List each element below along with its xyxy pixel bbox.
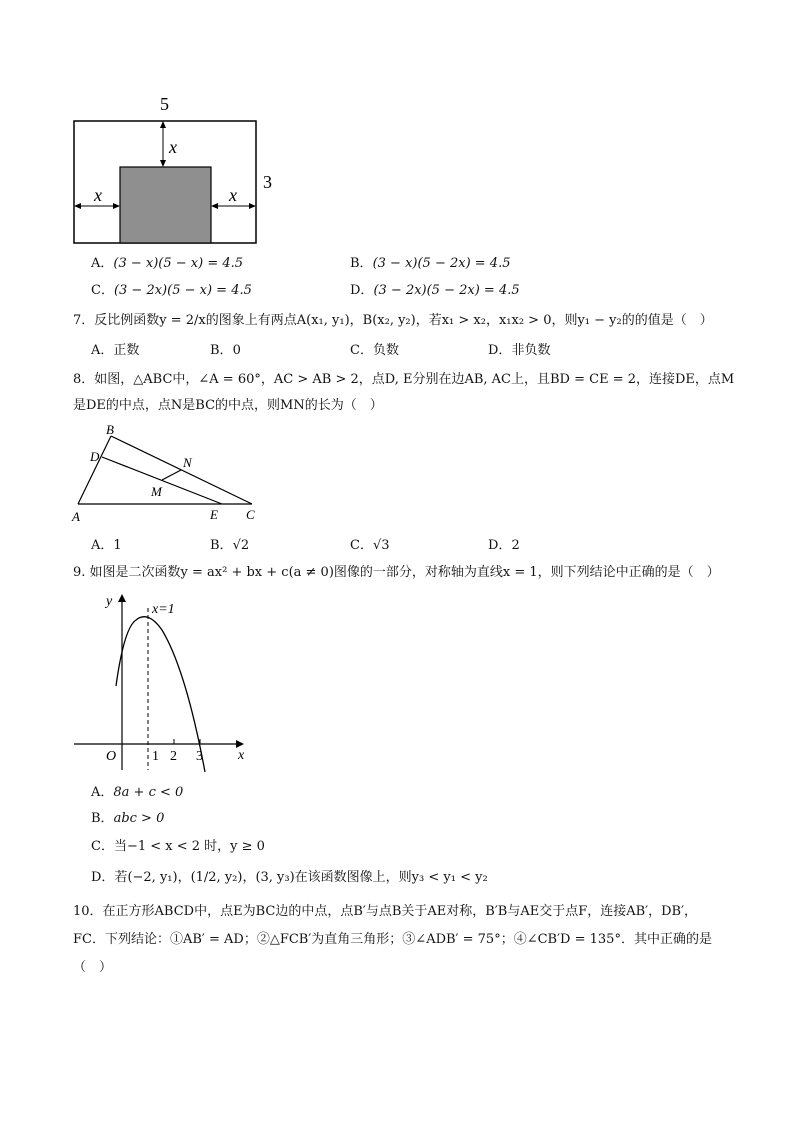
option-label: B．	[350, 256, 373, 271]
option-label: A．	[91, 343, 114, 358]
q7-option-a[interactable]	[91, 343, 139, 359]
option-label: C．	[350, 343, 373, 358]
option-label: C．	[350, 538, 373, 553]
q10-stem-line3: （ ）	[73, 960, 113, 975]
option-text: (3 − x)(5 − x) = 4.5	[113, 256, 244, 271]
option-label: A．	[91, 256, 114, 271]
label-x-right: x	[229, 185, 237, 205]
point-N: N	[183, 455, 192, 470]
q7-stem: 7．反比例函数y = 2/x的图象上有两点A(x₁, y₁)，B(x₂, y₂)，若x₁ > x₂，x₁x₂ > 0，则y₁ − y₂的的值是（ ）	[73, 313, 713, 328]
option-text: (3 − x)(5 − 2x) = 4.5	[372, 256, 511, 271]
parabola-figure	[66, 588, 256, 778]
option-text: 非负数	[511, 343, 551, 358]
q9-stem: 9. 如图是二次函数y = ax² + bx + c(a ≠ 0)图像的一部分，对称轴为直线x = 1，则下列结论中正确的是（ ）	[73, 565, 720, 580]
q7-option-b[interactable]	[210, 343, 241, 359]
inner-shaded-rectangle	[120, 167, 211, 243]
q6-option-c[interactable]	[91, 283, 252, 299]
rectangle-figure	[60, 90, 290, 250]
option-label: B．	[210, 343, 233, 358]
option-text: abc > 0	[113, 811, 165, 826]
option-text: 8a + c < 0	[113, 785, 184, 800]
q9-option-a[interactable]	[91, 785, 183, 801]
option-label: C．	[91, 839, 114, 854]
point-D: D	[90, 449, 100, 464]
tick-1: 1	[152, 749, 159, 764]
q7-option-c[interactable]	[350, 343, 399, 359]
q10-stem-line2: FC．下列结论：①AB′ = AD；②△FCB′为直角三角形；③∠ADB′ = 75°；④∠CB′D = 135°．其中正确的是	[73, 932, 712, 947]
q9-option-b[interactable]	[91, 811, 164, 827]
option-text: 1	[113, 538, 122, 553]
y-axis-label: y	[106, 594, 113, 609]
label-right-3: 3	[263, 172, 272, 192]
option-text: 若(−2, y₁)，(1/2, y₂)，(3, y₃)在该函数图像上，则y₃ < y₁ < y₂	[114, 870, 488, 885]
q8-option-b[interactable]	[210, 538, 249, 554]
point-E: E	[210, 507, 218, 522]
option-text: 2	[511, 538, 520, 553]
option-text: 负数	[372, 343, 399, 358]
q8-option-c[interactable]	[350, 538, 390, 554]
option-label: B．	[91, 811, 114, 826]
option-label: D．	[488, 538, 512, 553]
q6-option-d[interactable]	[350, 283, 520, 299]
parabola-curve	[116, 617, 205, 772]
q10-stem-line1: 10．在正方形ABCD中，点E为BC边的中点，点B′与点B关于AE对称，B′B与AE交于点F，连接AB′，DB′，	[73, 904, 698, 919]
label-top-5: 5	[160, 94, 169, 114]
option-text: 正数	[113, 343, 140, 358]
q8-option-d[interactable]	[488, 538, 520, 554]
tick-2: 2	[170, 749, 177, 764]
option-label: D．	[91, 870, 115, 885]
option-text: √3	[372, 538, 390, 553]
symmetry-axis-label: x=1	[152, 602, 175, 617]
q7-option-d[interactable]	[488, 343, 550, 359]
option-text: (3 − 2x)(5 − 2x) = 4.5	[373, 283, 520, 298]
q9-option-d[interactable]	[91, 870, 488, 886]
q8-stem-line2: 是DE的中点，点N是BC的中点，则MN的长为（ ）	[73, 398, 383, 413]
tick-3: 3	[196, 749, 203, 764]
label-x-top: x	[169, 137, 177, 157]
option-label: C．	[91, 283, 114, 298]
option-text: 当−1 < x < 2 时，y ≥ 0	[113, 839, 265, 854]
q8-stem-line1: 8．如图，△ABC中，∠A = 60°，AC > AB > 2，点D, E分别在边AB, AC上，且BD = CE = 2，连接DE，点M	[73, 372, 735, 387]
q6-option-b[interactable]	[350, 256, 510, 272]
label-x-left: x	[94, 185, 102, 205]
q9-option-c[interactable]	[91, 839, 265, 855]
point-C: C	[246, 507, 255, 522]
triangle-figure	[66, 420, 271, 528]
option-text: (3 − 2x)(5 − x) = 4.5	[113, 283, 252, 298]
option-label: D．	[350, 283, 374, 298]
option-text: √2	[232, 538, 250, 553]
point-A: A	[72, 509, 80, 524]
option-text: 0	[232, 343, 241, 358]
origin-label: O	[106, 749, 117, 764]
q6-option-a[interactable]	[91, 256, 243, 272]
point-M: M	[151, 484, 162, 499]
x-axis-label: x	[238, 748, 245, 763]
option-label: D．	[488, 343, 512, 358]
q8-option-a[interactable]	[91, 538, 122, 554]
point-B: B	[106, 422, 114, 437]
option-label: A．	[91, 538, 114, 553]
option-label: B．	[210, 538, 233, 553]
option-label: A．	[91, 785, 114, 800]
